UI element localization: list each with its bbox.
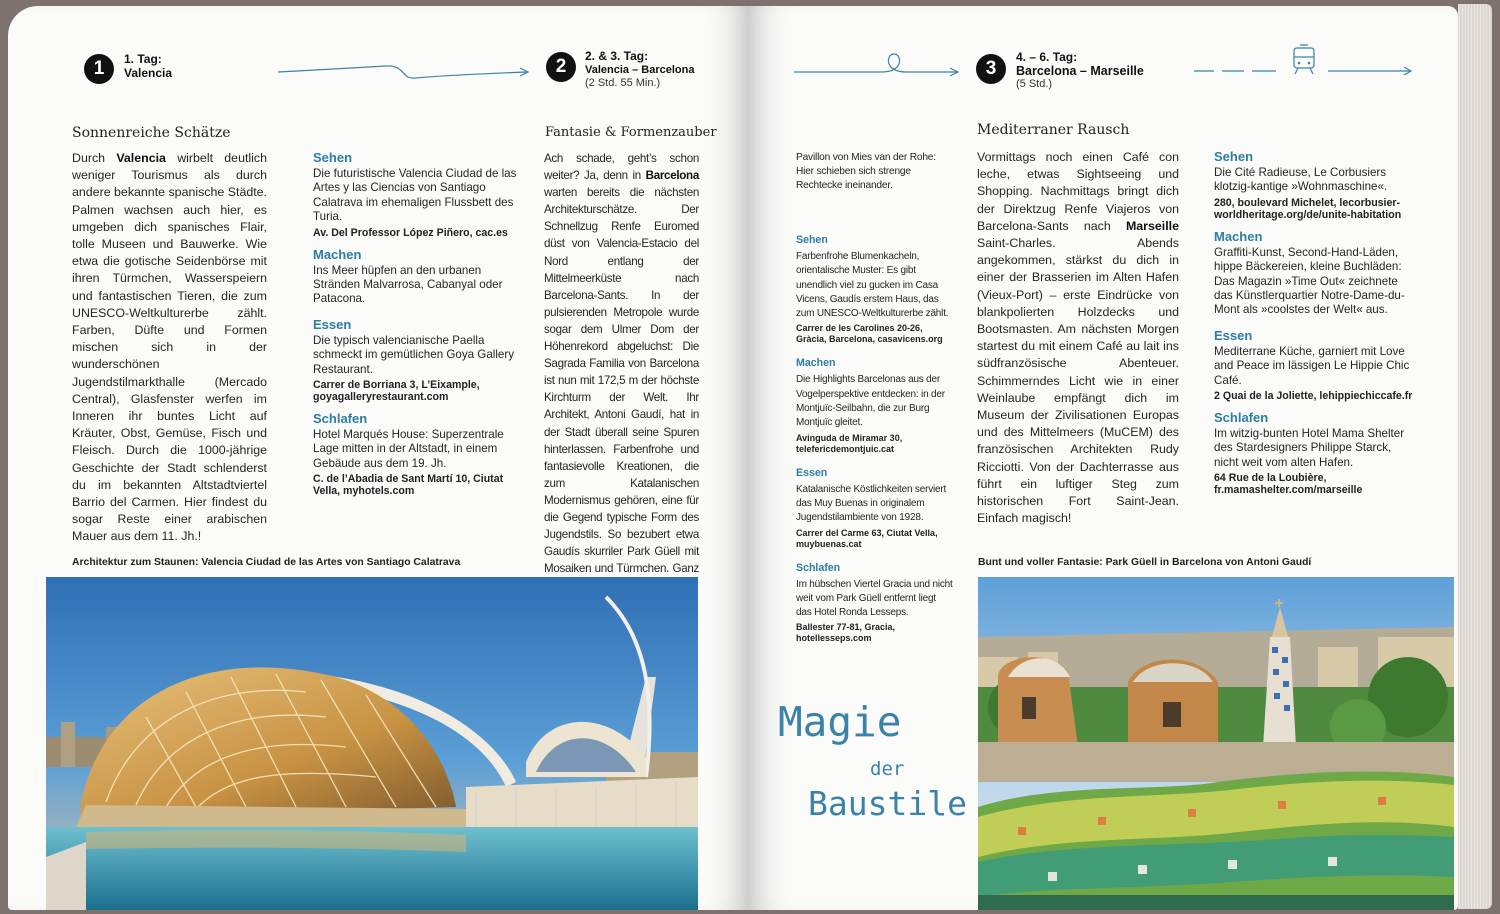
info-machen: Machen Ins Meer hüpfen an den urbanen Stränden Malvarrosa, Cabanyal oder Patacona.: [313, 246, 503, 306]
marseille-body-text: Vormittags noch einen Café con leche, etwas Sightseeing und Shopping. Nachmittags bringt dich der Direktzug Renfe Viajeros von Barcelona-Sants nach Marseille Saint-Charles. Abends angekommen, stärkst du dich in einer der Brasserien im Alten Hafen (Vieux-Port) – erste Eindrücke von blankpolierten Holzdecks und Bootsmasten. Am nächsten Morgen startest du mit einem Café au lait ins südfranzösische Abenteuer. Schimmerndes Licht wie in einer Weinlaube empfängt dich im Museum der Zivilisationen Europas und des Mittelmeers (MuCEM) des französischen Architekten Rudy Ricciotti. Von der Dachterrasse aus führt ein luftiger Steg zum historischen Fort Saint-Jean. Einfach magisch!: [977, 150, 1179, 526]
photo-valencia-city-of-arts: [46, 577, 698, 910]
info-essen: Essen Mediterrane Küche, garniert mit Love and Peace im lässigen Le Hippie Chic Café. 2 Quai de la Joliette, lehippiechiccafe.fr: [1214, 327, 1413, 403]
day2-label: [585, 49, 694, 90]
info-machen: Machen Die Highlights Barcelonas aus der Vogelperspektive entdecken: in der Montjuïc-Seilbahn, die zur Burg Montjuïc gleitet. Avinguda de Miramar 30, telefericdemontjuic.cat: [796, 357, 945, 454]
photo-caption-valencia: Architektur zum Staunen: Valencia Ciudad de las Artes von Santiago Calatrava: [72, 557, 461, 568]
valencia-info-box: [313, 150, 518, 505]
magie-title-line2: der: [870, 758, 905, 780]
continuation-text: Pavillon von Mies van der Rohe: Hier schieben sich strenge Rechtecke ineinander.: [796, 152, 936, 192]
left-page: [8, 6, 748, 910]
day1-title: 1. Tag:: [124, 52, 162, 66]
day2-duration: (2 Std. 55 Min.): [585, 77, 661, 89]
info-essen: Essen Katalanische Köstlichkeiten serviert das Muy Buenas in originalem Jugendstilambiente von 1928. Carrer del Carme 63, Ciutat Vella, muybuenas.cat: [796, 466, 947, 549]
info-schlafen: Schlafen Im hübschen Viertel Gracia und nicht weit vom Park Güell entfernt liegt das Hotel Ronda Lesseps. Ballester 77-81, Gracia, hotellesseps.com: [796, 561, 953, 644]
info-machen: Machen Graffiti-Kunst, Second-Hand-Läden, hippe Bäckereien, kleine Buchläden: Das Magazin »Time Out« zeichnete das Künstlerquartier Notre-Dame-du-Mont als »coolstes der Welt« aus.: [1214, 228, 1405, 317]
photo-caption-park-guell: Bunt und voller Fantasie: Park Güell in Barcelona von Antoni Gaudí: [978, 557, 1312, 568]
valencia-body-text: Durch Valencia wirbelt deutlich weniger Tourismus als durch andere bekannte spanische Städte. Palmen wachsen auch hier, es umgeben dich spanisches Flair, tolle Museen und Bauwerke. Wie etwa die gotische Seidenbörse mit ihren Türmchen, Wasserspeiern und fantastischen Tieren, die zum UNESCO-Weltkulturerbe zählt. Farben, Düfte und Formen mischen sich in der wunderschönen Jugendstilmarkthalle (Mercado Central), Glasfenster werfen im Inneren ihr buntes Licht auf Kräuter, Obst, Gemüse, Fisch und Fleisch. Durch die 1000-jährige Geschichte der Stadt schlenderst du im bekannten Altstadtviertel Barrio del Carmen. Hier findest du sogar Reste einer arabischen Mauer aus dem 11. Jh.!: [72, 151, 267, 544]
day-badge-1: 1: [84, 54, 114, 84]
day1-label: [124, 52, 172, 80]
day3-route: Barcelona – Marseille: [1016, 64, 1144, 78]
day-badge-3: 3: [976, 54, 1006, 84]
section-heading-marseille: Mediterraner Rausch: [977, 122, 1130, 138]
right-page: [748, 6, 1458, 910]
info-schlafen: Schlafen Im witzig-bunten Hotel Mama Shelter des Stardesigners Philippe Starck, nicht weit vom alten Hafen. 64 Rue de la Loubière, fr.mamashelter.com/marseille: [1214, 410, 1405, 497]
day1-place: Valencia: [124, 66, 173, 80]
page-edges: [1458, 4, 1492, 909]
barcelona-info-box: [796, 234, 954, 656]
day2-route: Valencia – Barcelona: [585, 64, 695, 76]
train-icon: [1192, 44, 1417, 80]
photo-park-guell: [978, 577, 1454, 910]
loop-arrow-icon: [792, 50, 962, 80]
day2-title: 2. & 3. Tag:: [585, 49, 649, 63]
section-heading-barcelona: Fantasie & Formenzauber: [545, 125, 717, 140]
info-schlafen: Schlafen Hotel Marqués House: Superzentrale Lage mitten in der Altstadt, in einem Gebäude aus dem 19. Jh. C. de l’Abadia de Sant Martí 10, Ciutat Vella, myhotels.com: [313, 411, 504, 498]
info-sehen: Sehen Die futuristische Valencia Ciudad de las Artes y las Ciencias von Santiago Calatrava im ehemaligen Flussbett des Turia. Av. Del Professor López Piñero, cac.es: [313, 150, 517, 239]
magie-title-line3: Baustile: [808, 784, 967, 823]
arrow-icon: [276, 56, 532, 86]
magie-title-line1: Magie: [778, 698, 902, 746]
info-essen: Essen Die typisch valencianische Paella schmeckt im gemütlichen Goya Gallery Restaurant. Carrer de Borriana 3, L’Eixample, goyagalleryrestaurant.com: [313, 316, 515, 404]
day-badge-2: 2: [546, 52, 576, 82]
barcelona-body-text: Ach schade, geht’s schon weiter? Ja, denn in Barcelona warten bereits die nächsten Architekturschätze. Der Schnellzug Renfe Euromed düst von Valencia-Estacio del Nord entlang der Mittelmeerküste nach Barcelona-Sants. In der pulsierenden Metropole wurde sogar dem Ulmer Dom der Höhenrekord abgeluchst: Die Sagrada Familia von Barcelona ist nun mit 172,5 m der höchste Kirchturm der Welt. Ihr Architekt, Antoni Gaudí, hat in der Stadt überall seine Spuren hinterlassen. Farbenfrohe und fantasievolle Kreationen, die zum Katalanischen Modernismus gehören, eine für die Gegend typische Form des Jugendstils. So bezubert etwa Gaudís skurriler Park Güell mit Mosaiken und Türmchen. Ganz: [544, 152, 699, 576]
day3-duration: (5 Std.): [1016, 78, 1053, 90]
info-sehen: Sehen Die Cité Radieuse, Le Corbusiers klotzig-kantige »Wohnmaschine«. 280, boulevard Michelet, lecorbusier-worldheritage.org/de/unite-habitation: [1214, 149, 1402, 221]
day3-title: 4. – 6. Tag:: [1016, 50, 1078, 64]
info-sehen: Sehen Farbenfrohe Blumenkacheln, orientalische Muster: Es gibt unendlich viel zu gucken im Casa Vicens, Gaudís erstem Haus, das zum UNESCO-Weltkulturerbe zählt. Carrer de les Carolines 20-26, Gràcia, Barcelona, casavicens.org: [796, 234, 949, 345]
section-heading-valencia: Sonnenreiche Schätze: [72, 125, 231, 141]
marseille-info-box: [1214, 149, 1414, 504]
day3-label: [1016, 50, 1144, 91]
